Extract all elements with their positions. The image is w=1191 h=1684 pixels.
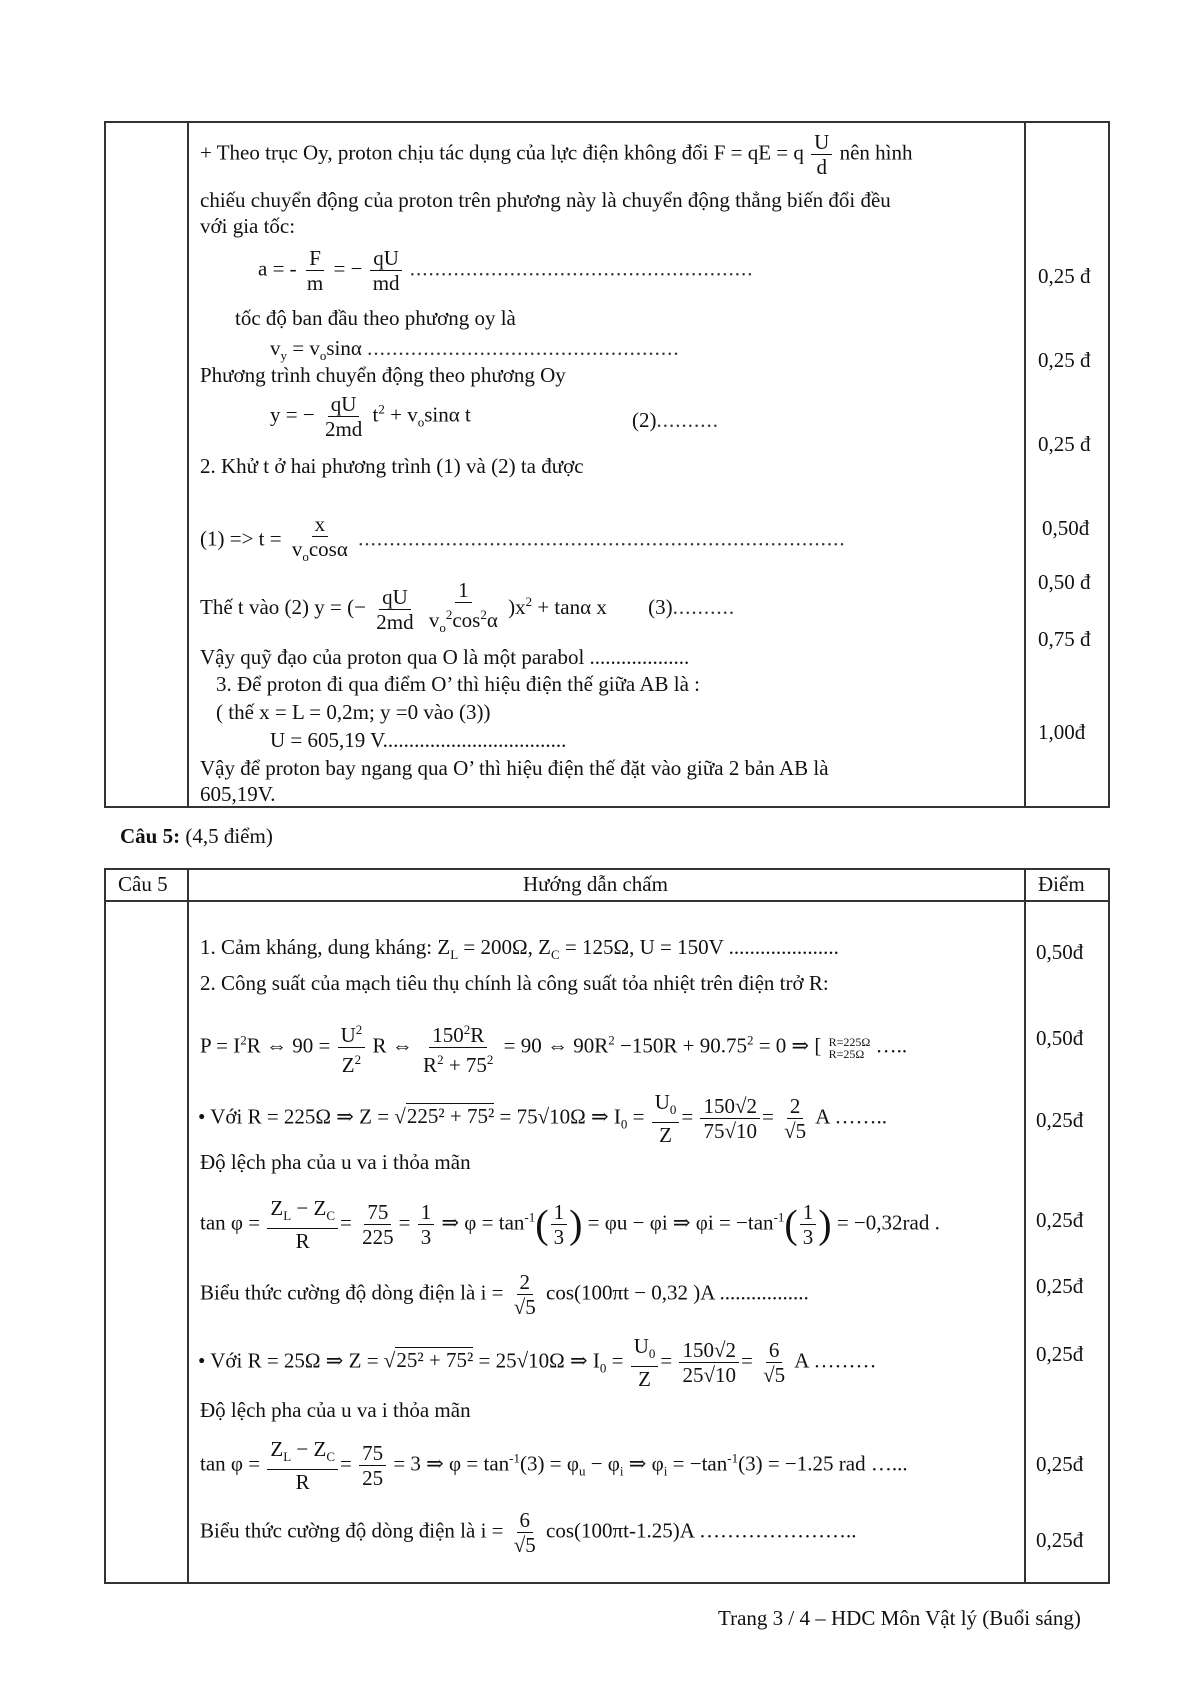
text-line: Vậy để proton bay ngang qua O’ thì hiệu điện thế đặt vào giữa 2 bản AB là: [200, 756, 829, 780]
header-question: Câu 5: [118, 872, 168, 896]
y-formula: y = − $\frac{qU}{2md}$ $t^2 + v_o\sin\alpha$ t: [270, 392, 471, 441]
equation-label: (2)..........: [632, 408, 719, 432]
t-formula: (1) => t = $\frac{x}{v_o\cos\alpha}$ ..............................................................................: [200, 512, 846, 565]
text-line: Độ lệch pha của u va i thỏa mãn: [200, 1150, 471, 1174]
page-footer: Trang 3 / 4 – HDC Môn Vật lý (Buổi sáng): [718, 1606, 1081, 1630]
phase-formula-1: tan φ = $\frac{Z_L - Z_C}{R}$ = $\frac{75}{225}$ = $\frac{1}{3}$ ⇒ $\varphi = \tan^{-1}$( $\frac{1}{3}$ ) = φu − φi ⇒ $\varphi i = -\tan^{-1}$( $\frac{1}{3}$ ) = −0,32rad .: [200, 1196, 940, 1254]
text-line: 605,19V.: [200, 782, 276, 806]
text-line: 2. Công suất của mạch tiêu thụ chính là công suất tỏa nhiệt trên điện trở R:: [200, 971, 829, 995]
text-line: với gia tốc:: [200, 214, 296, 238]
current-expression-1: Biểu thức cường độ dòng điện là i = $\frac{2}{√5}$ cos(100πt − 0,32 )A .................: [200, 1270, 809, 1319]
header-guide: Hướng dẫn chấm: [523, 872, 668, 896]
header-points: Điểm: [1038, 872, 1085, 896]
score: 1,00đ: [1038, 720, 1086, 744]
phase-formula-2: tan φ = $\frac{Z_L - Z_C}{R}$ = $\frac{75}{25}$ = 3 ⇒ $\varphi = \tan^{-1}(3) = \varphi_u - \varphi_i$ ⇒ $\varphi_i = -\tan^{-1}(3) = -1.25$ rad …...: [200, 1437, 908, 1495]
text-line: chiếu chuyển động của proton trên phương này là chuyển động thẳng biến đổi đều: [200, 188, 891, 212]
text-line: Vậy quỹ đạo của proton qua O là một parabol ...................: [200, 645, 690, 669]
question-heading: Câu 5: (4,5 điểm): [120, 824, 273, 848]
score: 0,50đ: [1042, 516, 1090, 540]
score: 0,25đ: [1036, 1108, 1084, 1132]
case-r225: • Với R = 225Ω ⇒ Z = √225² + 75² = 75√10Ω ⇒ $I_0$ = $\frac{U_0}{Z}$ = $\frac{150√2}{75√10}$ = $\frac{2}{√5}$ A ……..: [198, 1090, 887, 1148]
substitution-formula: Thế t vào (2) y = (− $\frac{qU}{2md}$ $\frac{1}{v_o^2\cos^2\alpha}$ )$x^2 + \tan\alpha$ x (3)..........: [200, 578, 736, 636]
case-r25: • Với R = 25Ω ⇒ Z = √25² + 75² = 25√10Ω ⇒ $I_0$ = $\frac{U_0}{Z}$ = $\frac{150√2}{25√10}$ = $\frac{6}{√5}$ A ………: [198, 1334, 877, 1392]
score: 0,25đ: [1036, 1208, 1084, 1232]
score: 0,25 đ: [1038, 264, 1091, 288]
score: 0,25 đ: [1038, 348, 1091, 372]
score: 0,25đ: [1036, 1274, 1084, 1298]
text-line: tốc độ ban đầu theo phương oy là: [235, 306, 516, 330]
score: 0,25đ: [1036, 1528, 1084, 1552]
text-line: 2. Khử t ở hai phương trình (1) và (2) ta được: [200, 454, 584, 478]
score: 0,50đ: [1036, 1026, 1084, 1050]
reactance-line: 1. Cảm kháng, dung kháng: $Z_L = 200\Omega$, $Z_C = 125\Omega$, U = 150V .....................: [200, 935, 839, 963]
text-line: Độ lệch pha của u va i thỏa mãn: [200, 1398, 471, 1422]
score: 0,50 đ: [1038, 570, 1091, 594]
current-expression-2: Biểu thức cường độ dòng điện là i = $\frac{6}{√5}$ cos(100πt-1.25)A …………………..: [200, 1508, 857, 1557]
force-line: + Theo trục Oy, proton chịu tác dụng của lực điện không đổi F = qE = q $\frac{U}{d}$ nên hình: [200, 130, 913, 179]
score: 0,25đ: [1036, 1342, 1084, 1366]
text-line: Phương trình chuyển động theo phương Oy: [200, 363, 566, 387]
power-formula: $P = I^2R$ ⇔ 90 = $\frac{U^2}{Z^2}$ R ⇔ $\frac{150^2R}{R^2 + 75^2}$ = 90 ⇔ $90R^2 -150R + 90.75^2 = 0$ ⇒ [ R=225Ω R=25Ω …..: [200, 1018, 907, 1077]
score: 0,75 đ: [1038, 627, 1091, 651]
text-line: 3. Để proton đi qua điểm O’ thì hiệu điện thế giữa AB là :: [216, 672, 700, 696]
text-line: ( thế x = L = 0,2m; y =0 vào (3)): [216, 700, 491, 724]
vy-formula: $v_y = v_o\sin\alpha$ ..................................................: [270, 336, 680, 364]
score: 0,25đ: [1036, 1452, 1084, 1476]
u-result: U = 605,19 V...................................: [270, 728, 567, 752]
acceleration-formula: a = - $\frac{F}{m}$ = − $\frac{qU}{md}$ .......................................................: [258, 246, 754, 295]
score: 0,50đ: [1036, 940, 1084, 964]
score: 0,25 đ: [1038, 432, 1091, 456]
fraction: $\frac{U}{d}$: [811, 130, 832, 179]
